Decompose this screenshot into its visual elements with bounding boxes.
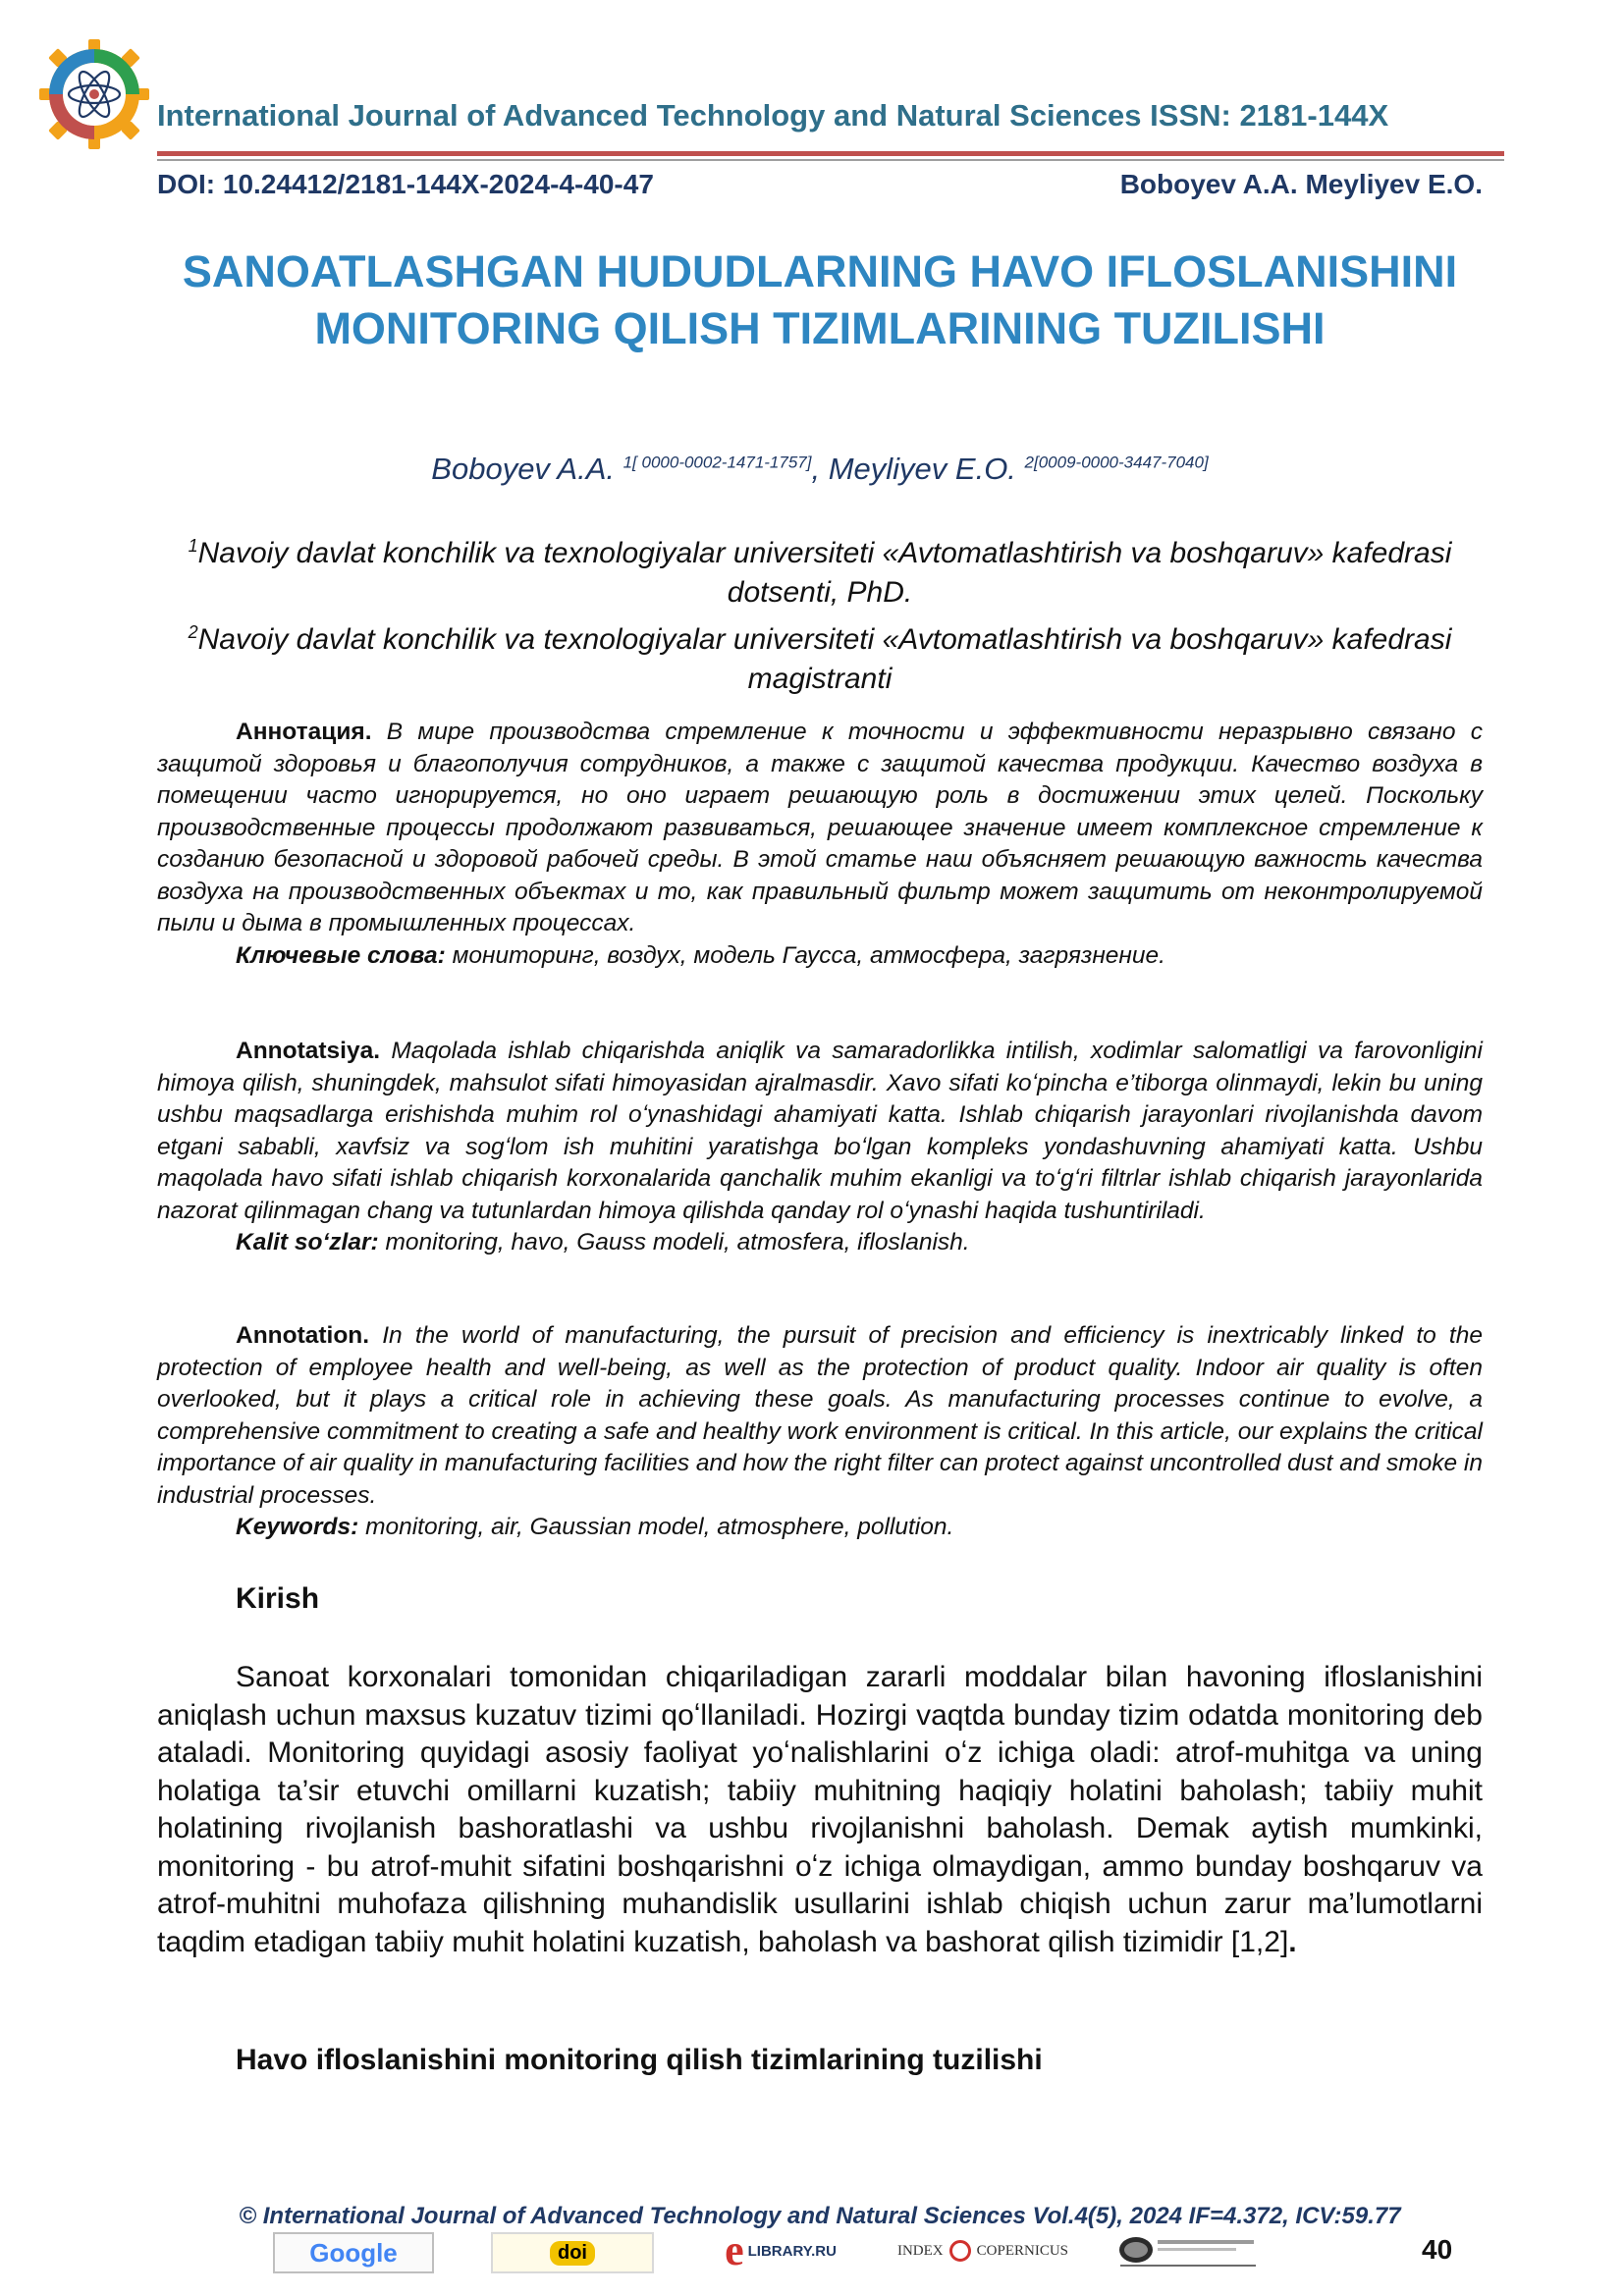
footer-citation: © International Journal of Advanced Technology and Natural Sciences Vol.4(5), 2024 IF=4.372, ICV:59.77 (239, 2203, 1401, 2229)
abstract-en-text: In the world of manufacturing, the pursuit of precision and efficiency is inextricably linked to the protection of employee health and well-being, as well as the protection of product quality. Indoor air quality is often overlooked, but it plays a critical role in achieving these goals. As manufacturing processes continue to evolve, a comprehensive commitment to creating a safe and healthy work environment is critical. In this article, our explains the critical importance of air quality in manufacturing facilities and how the right filter can protect against uncontrolled dust and smoke in industrial processes. (157, 1322, 1483, 1509)
author-1: Boboyev A.A. (431, 452, 623, 486)
affiliation-2-num: 2 (188, 622, 198, 642)
google-label: Google (309, 2237, 398, 2268)
copernicus-right-label: COPERNICUS (976, 2242, 1068, 2259)
indexer-logos (273, 2226, 1265, 2277)
doi[interactable]: DOI: 10.24412/2181-144X-2024-4-40-47 (157, 169, 654, 199)
affiliation-1-text: Navoiy davlat konchilik va texnologiyalar universiteti «Avtomatlashtirish va boshqaruv» kafedrasi dotsenti, PhD. (197, 537, 1452, 609)
abstract-ru-text: В мире производства стремление к точности и эффективности неразрывно связано с защитой здоровья и благополучия сотрудников, а также с защитой качества продукции. Качество воздуха в помещении часто игнорируется, но оно играет решающую роль в достижении этих целей. Поскольку производственные процессы продолжают развиваться, решающее значение имеет комплексное стремление к созданию безопасной и здоровой рабочей среды. В этой статье наш объясняет решающую важность качества воздуха на производственных объектах и то, как правильный фильтр может защитить от неконтролируемой пыли и дыма в промышленных процессах. (157, 719, 1483, 936)
elibrary-label: LIBRARY.RU (747, 2242, 837, 2260)
globe-icon (1114, 2232, 1262, 2269)
author-1-orcid: 1[ 0000-0002-1471-1757] (623, 453, 812, 472)
affiliation-2 (157, 613, 1483, 699)
google-scholar-logo[interactable] (273, 2232, 434, 2273)
affiliations (157, 526, 1483, 699)
abstract-uz-label: Annotatsiya. (236, 1038, 381, 1064)
doi-logo[interactable] (491, 2232, 654, 2273)
abstract-uz-text: Maqolada ishlab chiqarishda aniqlik va samaradorlikka intilish, xodimlar salomatligi va farovonligini himoya qilish, shuningdek, mahsulot sifati himoyasidan ajralmasdir. Xavo sifati koʻpincha e’tiborga olinmaydi, lekin bu uning ushbu maqsadlarga erishishda muhim rol oʻynashidagi ahamiyati katta. Ishlab chiqarish jarayonlari rivojlanishda davom etgani sababli, xavfsiz va sogʻlom ish muhitini yaratishga boʻlgan kompleks yondashuvning ahamiyati katta. Ushbu maqolada havo sifati ishlab chiqarish korxonalarida qanchalik muhim ekanligi va toʻgʻri filtrlar ishlab chiqarish jarayonlarida nazorat qilinmagan chang va tutunlardan himoya qilishda qanday rol oʻynashi haqida tushuntiriladi. (157, 1038, 1483, 1224)
header-rule-secondary (157, 159, 1504, 161)
journal-header: International Journal of Advanced Technology and Natural Sciences ISSN: 2181-144X (157, 98, 1389, 133)
index-copernicus-logo[interactable] (880, 2232, 1086, 2269)
author-2: , Meyliyev E.O. (811, 452, 1025, 486)
keywords-uz-label: Kalit soʻzlar: (236, 1229, 379, 1255)
authors-short: Boboyev A.A. Meyliyev E.O. (1119, 169, 1483, 199)
keywords-en-label: Keywords: (236, 1514, 359, 1540)
introduction-period: . (1288, 1925, 1297, 1958)
page-number: 40 (1422, 2234, 1453, 2265)
abstract-en (157, 1320, 1483, 1544)
keywords-ru-label: Ключевые слова: (236, 941, 446, 969)
abstract-en-label: Annotation. (236, 1322, 370, 1349)
elibrary-logo[interactable] (697, 2226, 864, 2274)
section-heading-structure: Havo ifloslanishini monitoring qilish tizimlarining tuzilishi (236, 2044, 1043, 2076)
keywords-ru: мониторинг, воздух, модель Гаусса, атмосфера, загрязнение. (445, 941, 1165, 969)
header-rule (157, 151, 1504, 156)
keywords-uz: monitoring, havo, Gauss modeli, atmosfera, ifloslanish. (378, 1229, 970, 1255)
introduction-body (157, 1659, 1483, 1961)
impact-factor-logo[interactable] (1110, 2232, 1267, 2269)
abstract-ru-label: Аннотация. (236, 719, 372, 745)
section-heading-introduction: Kirish (236, 1582, 320, 1615)
affiliation-2-text: Navoiy davlat konchilik va texnologiyalar universiteti «Avtomatlashtirish va boshqaruv» kafedrasi magistranti (197, 623, 1452, 695)
paper-title: SANOATLASHGAN HUDUDLARNING HAVO IFLOSLANISHINI MONITORING QILISH TIZIMLARINING TUZILISHI (182, 246, 1458, 353)
doi-line (157, 169, 1483, 200)
journal-logo (37, 37, 151, 151)
abstract-uz (157, 1036, 1483, 1259)
affiliation-1-num: 1 (188, 536, 198, 556)
introduction-paragraph: Sanoat korxonalari tomonidan chiqariladigan zararli moddalar bilan havoning ifloslanishini aniqlash uchun maxsus kuzatuv tizimi qoʻllaniladi. Hozirgi vaqtda bunday tizim odatda monitoring deb ataladi. Monitoring quyidagi asosiy faoliyat yoʻnalishlarini oʻz ichiga oladi: atrof-muhitga va uning holatiga ta’sir etuvchi omillarni kuzatish; tabiiy muhitning haqiqiy holatini baholash; tabiiy muhit holatining rivojlanish bashoratlashi va ushbu rivojlanishni baholash. Demak aytish mumkinki, monitoring - bu atrof-muhit sifatini boshqarishni oʻz ichiga olmaydigan, ammo bunday boshqaruv va atrof-muhitni muhofaza qilishning muhandislik usullarini ishlab chiqish uchun zarur ma’lumotlarni taqdim etadigan tabiiy muhit holatini kuzatish, baholash va bashorat qilish tizimidir [1,2] (157, 1661, 1483, 1958)
copernicus-left-label: INDEX (896, 2242, 944, 2259)
elibrary-e-icon: e (725, 2226, 744, 2274)
authors-line (157, 452, 1483, 487)
copernicus-circle-icon (949, 2240, 971, 2262)
affiliation-1 (157, 526, 1483, 613)
doi-badge: doi (550, 2241, 595, 2266)
author-2-orcid: 2[0009-0000-3447-7040] (1024, 453, 1209, 472)
keywords-en: monitoring, air, Gaussian model, atmosphere, pollution. (358, 1514, 954, 1540)
abstract-ru (157, 717, 1483, 972)
gear-atom-icon (37, 37, 151, 151)
